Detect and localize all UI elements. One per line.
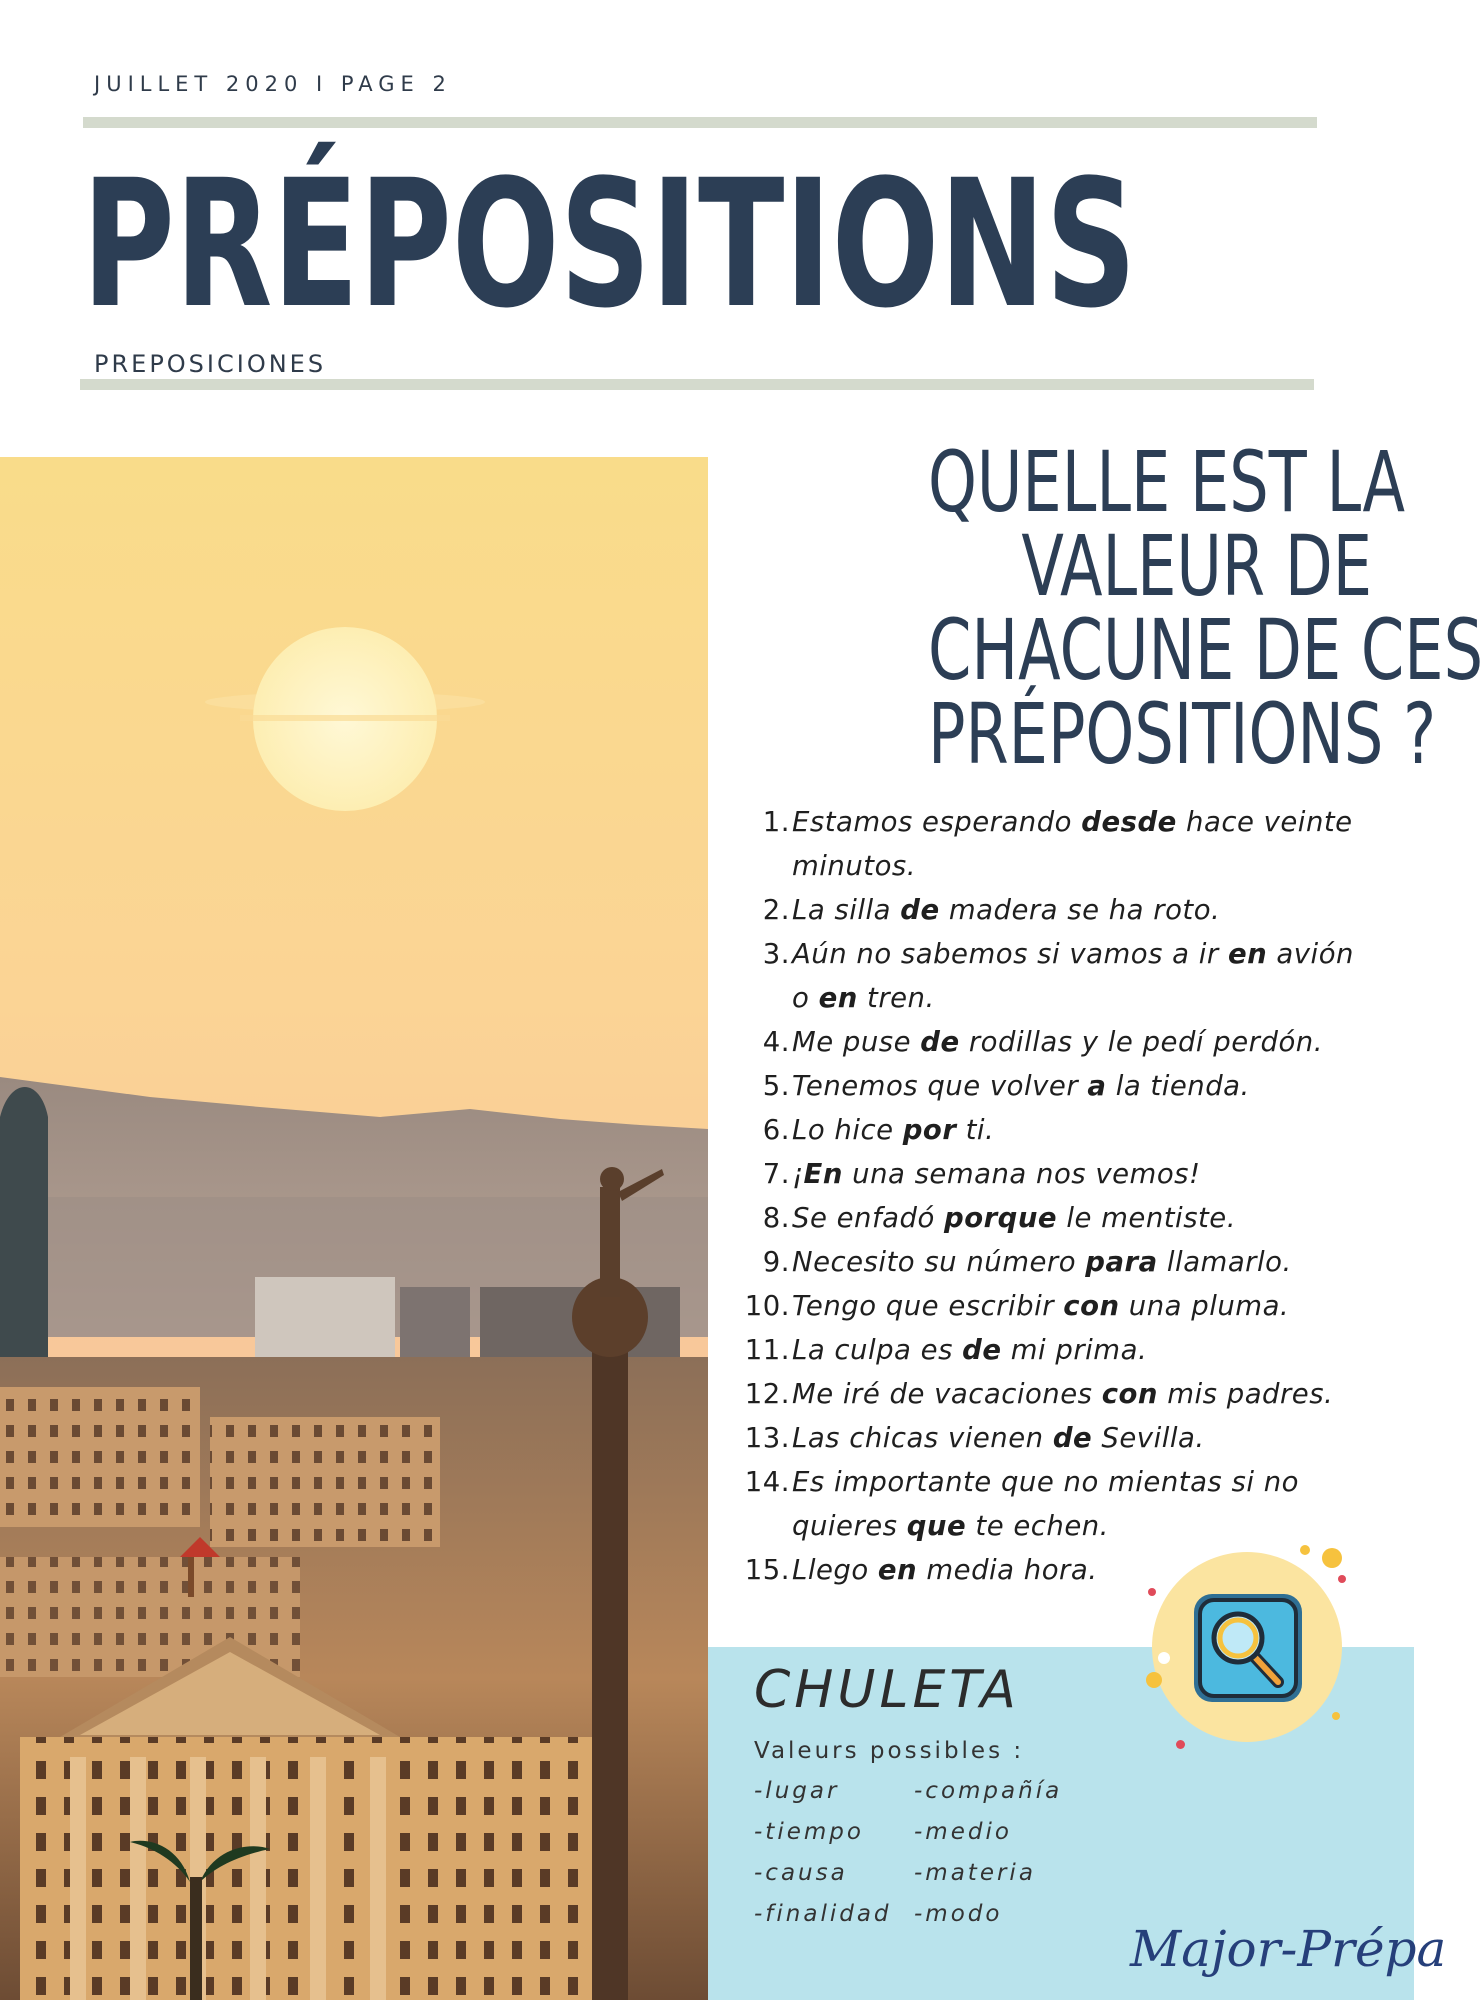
sentence-text: media hora.	[917, 1554, 1098, 1586]
value-item: -materia	[914, 1860, 1036, 1886]
sentence-text: ¡	[792, 1158, 804, 1190]
preposition: en	[877, 1554, 918, 1586]
sentence-text: Es importante que no mientas si no quieres	[792, 1466, 1299, 1542]
decor-dot	[1146, 1672, 1162, 1688]
sentence-text: Las chicas vienen	[792, 1422, 1053, 1454]
list-item	[740, 1240, 1380, 1284]
preposition: en	[1227, 938, 1268, 970]
item-number: 5.	[762, 1070, 790, 1102]
sentence-text: La silla	[792, 894, 901, 926]
preposition: en	[818, 982, 858, 1014]
value-item: -modo	[914, 1901, 1003, 1927]
value-item: -finalidad	[754, 1901, 892, 1927]
city-photo	[0, 457, 708, 2000]
sentence-text: Sevilla.	[1092, 1422, 1205, 1454]
chuleta-title: CHULETA	[754, 1660, 1020, 1720]
decor-dot	[1158, 1652, 1170, 1664]
item-number: 2.	[762, 894, 790, 926]
decor-dot	[1148, 1588, 1156, 1596]
sentence-text: le mentiste.	[1057, 1202, 1236, 1234]
value-item: -tiempo	[754, 1819, 864, 1845]
sentence-text: Necesito su número	[792, 1246, 1086, 1278]
preposition: de	[962, 1334, 1002, 1366]
sentence-text: Lo hice	[792, 1114, 903, 1146]
sentence-text: la tienda.	[1106, 1070, 1250, 1102]
sentence-text: Se enfadó	[792, 1202, 945, 1234]
item-number: 12.	[744, 1378, 790, 1410]
sentence-text: La culpa es	[792, 1334, 963, 1366]
preposition: para	[1085, 1246, 1158, 1278]
decor-dot	[1338, 1575, 1346, 1583]
preposition: con	[1063, 1290, 1120, 1322]
question-line-4: PRÉPOSITIONS ?	[928, 685, 1437, 783]
decor-dot	[1300, 1545, 1310, 1555]
list-item	[740, 1416, 1380, 1460]
preposition: de	[920, 1026, 960, 1058]
sentence-text: Estamos esperando	[792, 806, 1082, 838]
chuleta-intro: Valeurs possibles :	[754, 1738, 1025, 1764]
item-number: 6.	[762, 1114, 790, 1146]
item-number: 9.	[762, 1246, 790, 1278]
sentence-text: una semana nos vemos!	[842, 1158, 1201, 1190]
list-item	[740, 1064, 1380, 1108]
list-item	[740, 1020, 1380, 1064]
sentence-text: llamarlo.	[1157, 1246, 1292, 1278]
preposition: con	[1101, 1378, 1158, 1410]
magnifier-icon	[1190, 1590, 1306, 1706]
sentence-text: Me puse	[792, 1026, 921, 1058]
value-item: -medio	[914, 1819, 1012, 1845]
list-item	[740, 1284, 1380, 1328]
sentence-text: mi prima.	[1001, 1334, 1148, 1366]
top-rule	[83, 117, 1317, 128]
sentence-text: Llego	[792, 1554, 878, 1586]
sentence-text: Me iré de vacaciones	[792, 1378, 1102, 1410]
item-number: 15.	[744, 1554, 790, 1586]
brand-logo: Major-Prépa	[1130, 1920, 1447, 1978]
question-line-1: QUELLE EST LA	[928, 433, 1406, 531]
preposition: a	[1087, 1070, 1107, 1102]
page-title: PRÉPOSITIONS	[82, 142, 1137, 347]
item-number: 3.	[762, 938, 790, 970]
list-item	[740, 932, 1380, 1020]
list-item	[740, 1328, 1380, 1372]
list-item	[740, 888, 1380, 932]
decor-dot	[1176, 1740, 1185, 1749]
sentence-text: tren.	[857, 982, 935, 1014]
preposition: En	[803, 1158, 843, 1190]
decor-dot	[1322, 1548, 1342, 1568]
item-number: 4.	[762, 1026, 790, 1058]
preposition: porque	[944, 1202, 1058, 1234]
preposition: que	[906, 1510, 967, 1542]
preposition: de	[900, 894, 940, 926]
list-item	[740, 800, 1380, 888]
preposition: por	[902, 1114, 957, 1146]
sentence-text: avión o	[792, 938, 1354, 1014]
question-heading	[928, 433, 1483, 783]
sentence-text: te echen.	[966, 1510, 1109, 1542]
page-subtitle: PREPOSICIONES	[94, 350, 327, 378]
sentence-text: Tengo que escribir	[792, 1290, 1064, 1322]
sentence-text: madera se ha roto.	[939, 894, 1221, 926]
preposition: de	[1052, 1422, 1093, 1454]
item-number: 1.	[762, 806, 790, 838]
list-item	[740, 1196, 1380, 1240]
list-item	[740, 1152, 1380, 1196]
item-number: 10.	[744, 1290, 790, 1322]
item-number: 11.	[744, 1334, 790, 1366]
item-number: 13.	[744, 1422, 790, 1454]
sentence-text: Aún no sabemos si vamos a ir	[792, 938, 1228, 970]
sentence-text: Tenemos que volver	[792, 1070, 1088, 1102]
header-meta: JUILLET 2020 I PAGE 2	[94, 72, 452, 96]
list-item	[740, 1108, 1380, 1152]
sentence-text: rodillas y le pedí perdón.	[959, 1026, 1323, 1058]
item-number: 14.	[744, 1466, 790, 1498]
value-item: -causa	[754, 1860, 848, 1886]
question-line-3: CHACUNE DE CES	[928, 601, 1483, 699]
sentence-text: una pluma.	[1119, 1290, 1290, 1322]
preposition: desde	[1081, 806, 1177, 838]
value-item: -lugar	[754, 1778, 840, 1804]
value-item: -compañía	[914, 1778, 1063, 1804]
bottom-rule	[80, 379, 1314, 390]
item-number: 8.	[762, 1202, 790, 1234]
item-number: 7.	[762, 1158, 790, 1190]
sentence-text: hace veinte minutos.	[792, 806, 1353, 882]
sentence-list	[740, 800, 1380, 1592]
list-item	[740, 1460, 1380, 1548]
question-line-2: VALEUR DE	[1021, 517, 1372, 615]
list-item	[740, 1372, 1380, 1416]
sentence-text: mis padres.	[1158, 1378, 1334, 1410]
sentence-text: ti.	[956, 1114, 995, 1146]
decor-dot	[1332, 1712, 1340, 1720]
